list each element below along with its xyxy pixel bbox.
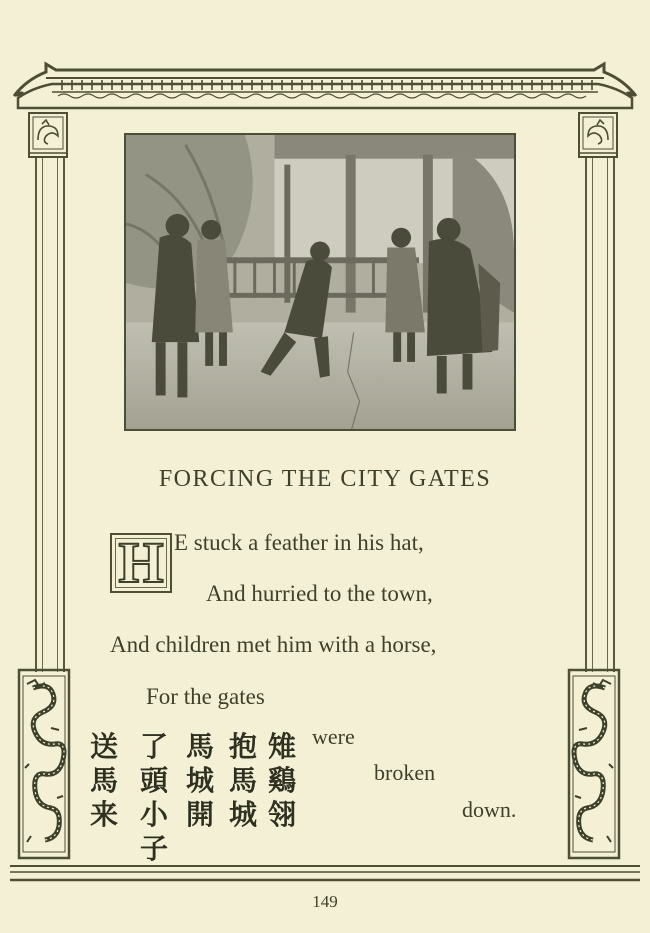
verse-line-5: were bbox=[312, 724, 355, 749]
verse-line-2: And hurried to the town, bbox=[206, 581, 433, 606]
drop-cap bbox=[110, 530, 172, 595]
left-dragon-panel-icon bbox=[17, 668, 71, 860]
chinese-column-4: 了 頭 小 子 bbox=[139, 730, 168, 865]
drop-cap-letter: H bbox=[118, 530, 164, 595]
chinese-column-1: 雉 鷄 翎 bbox=[267, 730, 296, 831]
left-pillar bbox=[28, 112, 68, 672]
chinese-column-5: 送 馬 来 bbox=[89, 730, 118, 831]
right-pillar-capital bbox=[578, 112, 618, 160]
verse-line-7: down. bbox=[462, 797, 517, 822]
left-pillar-capital bbox=[28, 112, 68, 160]
frame-base bbox=[10, 862, 640, 884]
page-number: 149 bbox=[312, 892, 338, 911]
verse-line-4: For the gates bbox=[146, 684, 265, 709]
verse-line-1: E stuck a feather in his hat, bbox=[174, 530, 424, 555]
right-pillar bbox=[578, 112, 618, 672]
verse-line-3: And children met him with a horse, bbox=[110, 632, 437, 657]
chinese-column-3: 馬 城 開 bbox=[185, 730, 214, 831]
right-dragon-panel-icon bbox=[567, 668, 621, 860]
illustration-photo bbox=[124, 133, 516, 431]
page-title: FORCING THE CITY GATES bbox=[158, 466, 492, 492]
chinese-column-2: 抱 馬 城 bbox=[228, 730, 257, 831]
frame-roof-ornament bbox=[12, 58, 638, 114]
verse-line-6: broken bbox=[374, 760, 436, 785]
